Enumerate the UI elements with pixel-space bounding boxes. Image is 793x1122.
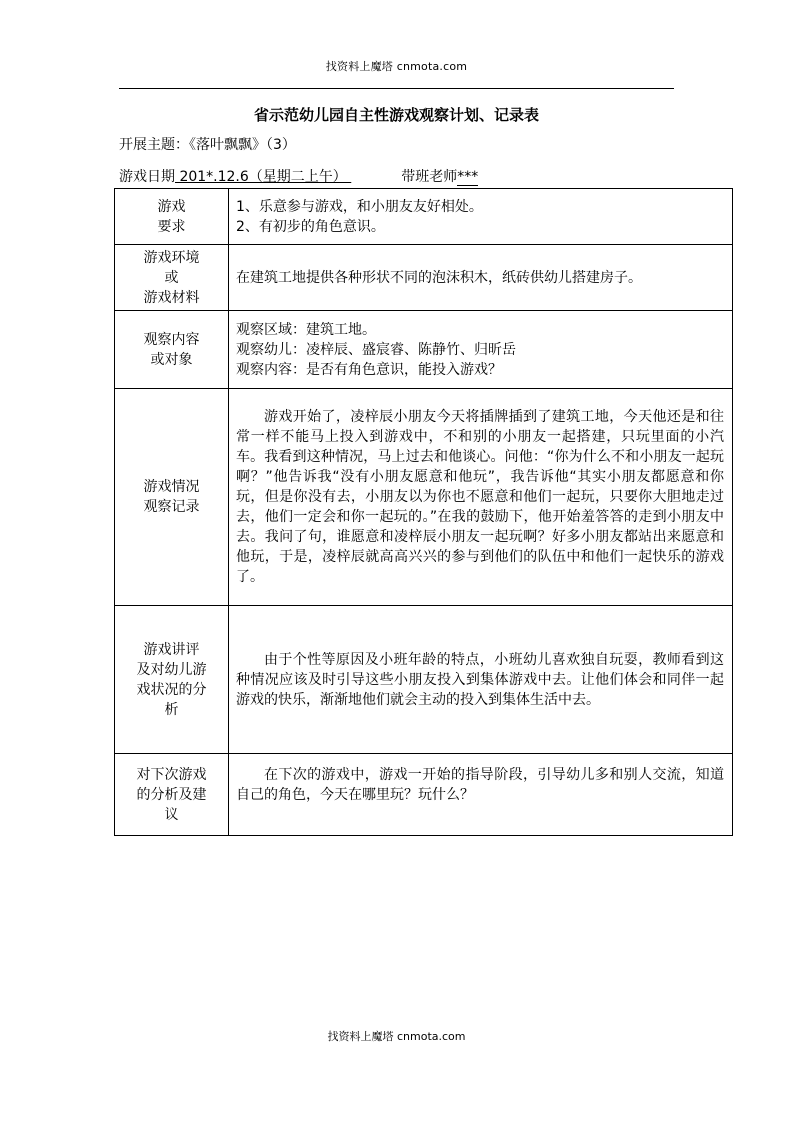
row-observation-record xyxy=(115,389,733,606)
content-observation-record xyxy=(229,389,733,606)
label-line: 或对象 xyxy=(150,351,193,368)
row-requirements xyxy=(115,189,733,245)
label-line: 的分析及建 xyxy=(136,786,207,803)
label-line: 游戏环境 xyxy=(143,249,200,266)
label-line: 议 xyxy=(164,806,179,823)
label-next-suggestion xyxy=(115,754,229,836)
row-environment xyxy=(115,245,733,311)
content-next-suggestion xyxy=(229,754,733,836)
header-watermark: 找资料上魔塔 cnmota.com xyxy=(325,60,468,73)
footer-watermark: 找资料上魔塔 cnmota.com xyxy=(327,1030,466,1043)
content-line: 观察幼儿：凌梓辰、盛宸睿、陈静竹、归昕岳 xyxy=(236,341,516,358)
evaluation-paragraph: 由于个性等原因及小班年龄的特点，小班幼儿喜欢独自玩耍，教师看到这种情况应该及时引导这些小朋友投入到集体游戏中去。让他们体会和同伴一起游戏的快乐，渐渐地他们就会主动的投入到集体生活中去。 xyxy=(236,651,724,708)
label-line: 要求 xyxy=(157,218,186,235)
label-requirements xyxy=(115,189,229,245)
label-evaluation xyxy=(115,606,229,754)
label-line: 游戏情况 xyxy=(143,479,200,495)
label-line: 观察记录 xyxy=(143,499,200,515)
label-line: 游戏讲评 xyxy=(143,641,200,658)
label-line: 及对幼儿游 xyxy=(136,661,207,678)
teacher-value: *** xyxy=(457,169,479,185)
label-line: 析 xyxy=(164,701,179,718)
row-evaluation xyxy=(115,606,733,754)
content-observation-target xyxy=(229,311,733,389)
page-title: 省示范幼儿园自主性游戏观察计划、记录表 xyxy=(253,106,539,124)
label-observation-record xyxy=(115,389,229,606)
label-line: 游戏材料 xyxy=(143,289,200,306)
content-line: 在建筑工地提供各种形状不同的泡沫积木，纸砖供幼儿搭建房子。 xyxy=(236,269,642,286)
theme-line xyxy=(119,134,296,154)
content-requirements xyxy=(229,189,733,245)
theme-value: 《落叶飘飘》（3） xyxy=(189,137,296,153)
content-environment xyxy=(229,245,733,311)
label-line: 对下次游戏 xyxy=(136,766,207,783)
content-evaluation xyxy=(229,606,733,754)
row-next-suggestion xyxy=(115,754,733,836)
date-value: 201*.12.6（星期二上午） xyxy=(175,169,352,185)
label-observation-target xyxy=(115,311,229,389)
date-label: 游戏日期 xyxy=(119,169,175,185)
record-paragraph: 游戏开始了，凌梓辰小朋友今天将插牌插到了建筑工地，今天他还是和往常一样不能马上投入到游戏中，不和别的小朋友一起搭建，只玩里面的小汽车。我看到这种情况，马上过去和他谈心。问他：“你为什么不和小朋友一起玩啊？”他告诉我“没有小朋友愿意和他玩”，我告诉他“其实小朋友都愿意和你玩，但是你没有去，小朋友以为你也不愿意和他们一起玩，只要你大胆地走过去，他们一定会和你一起玩的。”在我的鼓励下，他开始羞答答的走到小朋友中去。我问了句，谁愿意和凌梓辰小朋友一起玩啊？好多小朋友都站出来愿意和他玩，于是，凌梓辰就高高兴兴的参与到他们的队伍中和他们一起快乐的游戏了。 xyxy=(236,409,724,585)
observation-table xyxy=(114,188,733,836)
content-line: 2、有初步的角色意识。 xyxy=(236,218,385,235)
theme-label: 开展主题： xyxy=(119,137,189,153)
content-line: 1、乐意参与游戏，和小朋友友好相处。 xyxy=(236,198,483,215)
content-line: 观察区域：建筑工地。 xyxy=(236,321,376,338)
label-line: 游戏 xyxy=(157,198,186,215)
date-line xyxy=(119,166,478,186)
label-line: 戏状况的分 xyxy=(136,681,207,698)
content-line: 观察内容：是否有角色意识，能投入游戏？ xyxy=(236,361,502,378)
label-line: 观察内容 xyxy=(143,331,200,348)
row-observation-target xyxy=(115,311,733,389)
label-environment xyxy=(115,245,229,311)
teacher-label: 带班老师 xyxy=(401,169,458,185)
label-line: 或 xyxy=(164,269,179,286)
suggestion-paragraph: 在下次的游戏中，游戏一开始的指导阶段，引导幼儿多和别人交流，知道自己的角色，今天在哪里玩？玩什么？ xyxy=(236,766,724,803)
header-divider xyxy=(119,88,674,89)
